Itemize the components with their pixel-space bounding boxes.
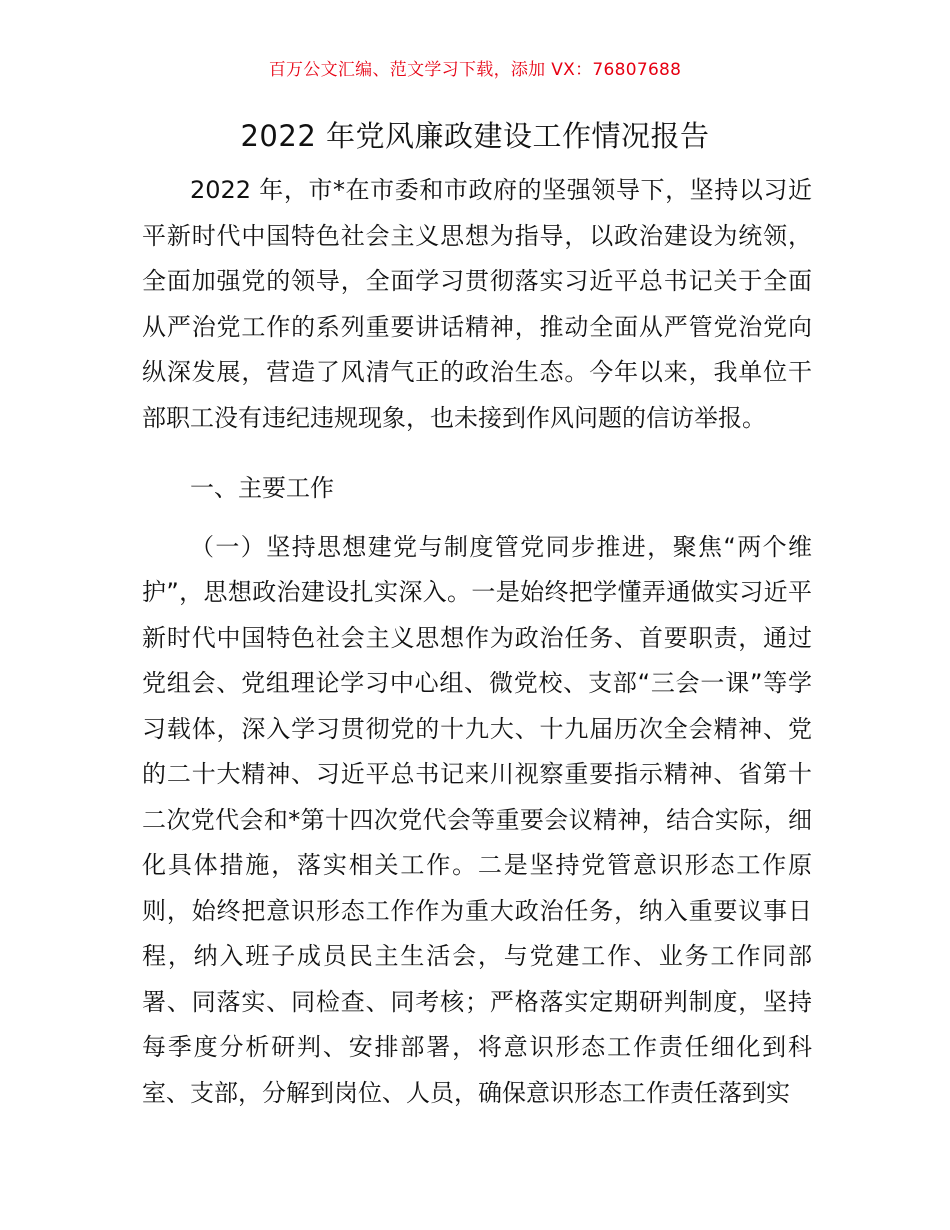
document-body xyxy=(142,168,812,1116)
document-title: 2022 年党风廉政建设工作情况报告 xyxy=(240,119,710,153)
promo-header xyxy=(0,57,950,83)
section-paragraph: （一）坚持思想建党与制度管党同步推进，聚焦“两个维护”，思想政治建设扎实深入。一是始终把学懂弄通做实习近平新时代中国特色社会主义思想作为政治任务、首要职责，通过党组会、党组理论学习中心组、微党校、支部“三会一课”等学习载体，深入学习贯彻党的十九大、十九届历次全会精神、党的二十大精神、习近平总书记来川视察重要指示精神、省第十二次党代会和*第十四次党代会等重要会议精神，结合实际，细化具体措施，落实相关工作。二是坚持党管意识形态工作原则，始终把意识形态工作作为重大政治任务，纳入重要议事日程，纳入班子成员民主生活会，与党建工作、业务工作同部署、同落实、同检查、同考核；严格落实定期研判制度，坚持每季度分析研判、安排部署，将意识形态工作责任细化到科室、支部，分解到岗位、人员，确保意识形态工作责任落到实 xyxy=(142,532,812,1107)
section-heading: 一、主要工作 xyxy=(190,474,334,502)
intro-paragraph: 2022 年，市*在市委和市政府的坚强领导下，坚持以习近平新时代中国特色社会主义思想为指导，以政治建设为统领，全面加强党的领导，全面学习贯彻落实习近平总书记关于全面从严治党工作的系列重要讲话精神，推动全面从严管党治党向纵深发展，营造了风清气正的政治生态。今年以来，我单位干部职工没有违纪违规现象，也未接到作风问题的信访举报。 xyxy=(142,176,812,432)
promo-text: 百万公文汇编、范文学习下载，添加 VX：76807688 xyxy=(268,60,682,80)
